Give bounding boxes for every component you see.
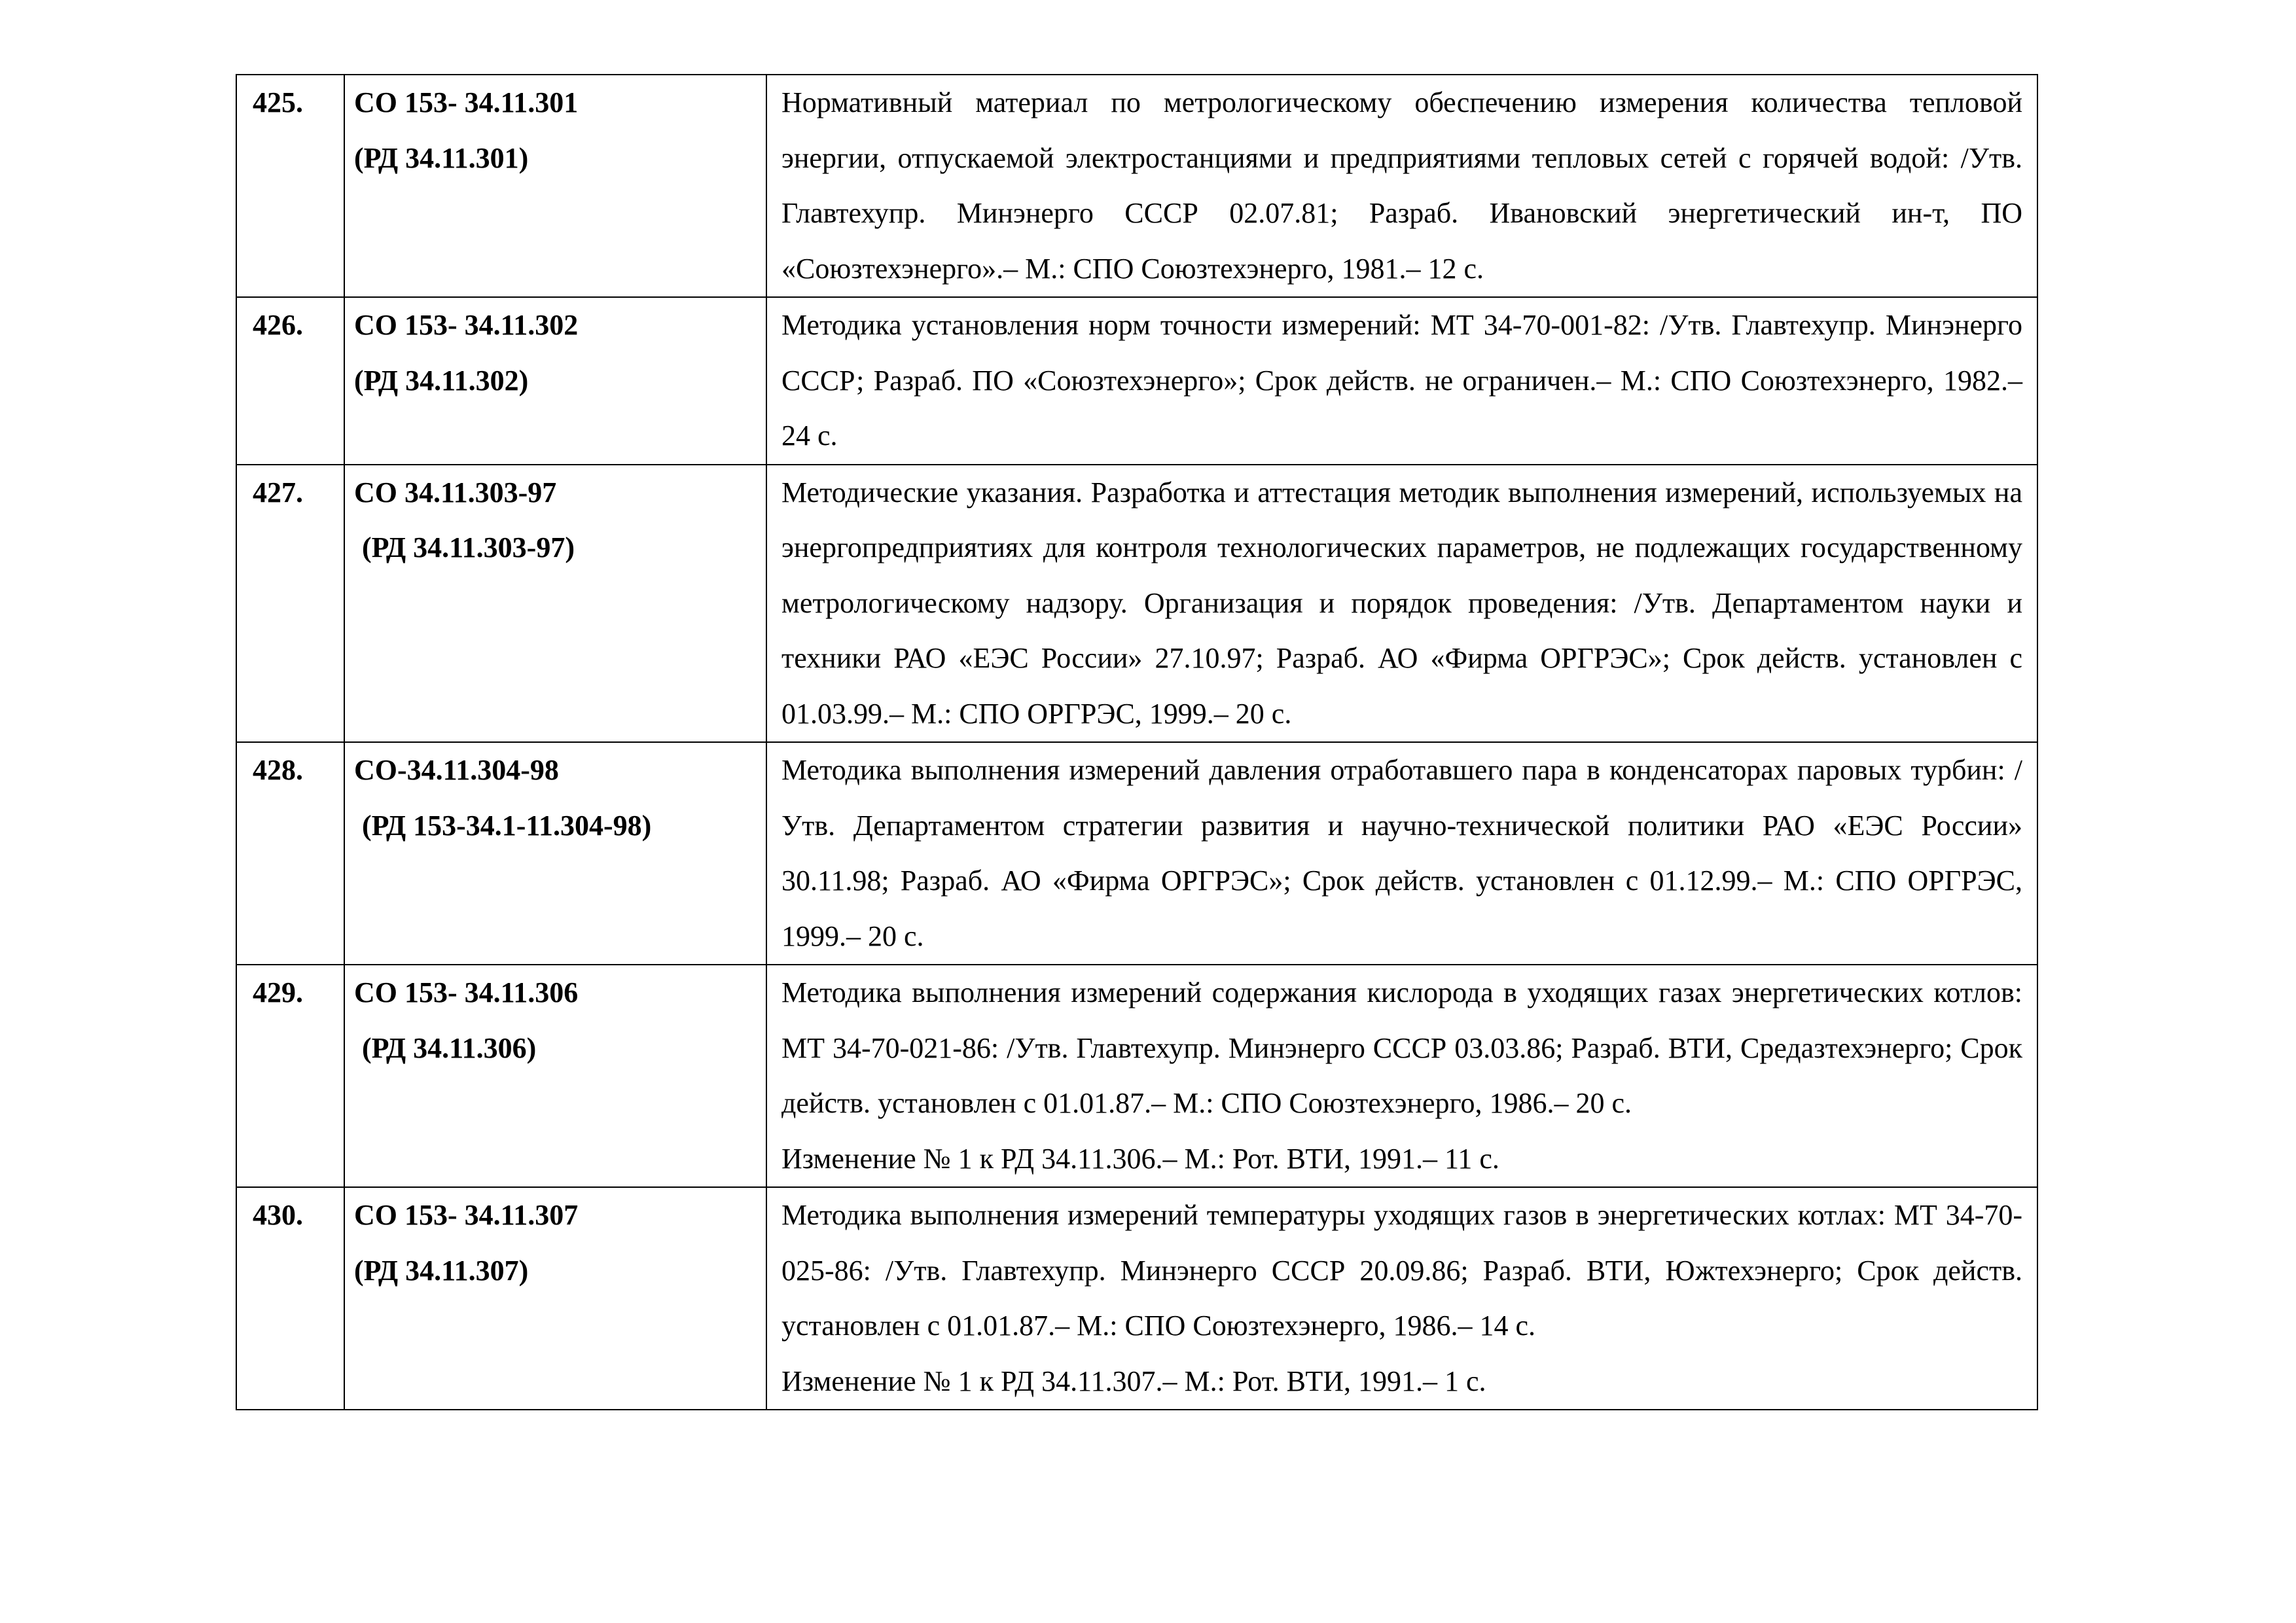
description-text: Методика выполнения измерений давления отработавшего пара в конденсаторах паровых турбин: /Утв. Департаментом стратегии развития и научно-технической политики РАО «ЕЭС России» 30.11.98; Разраб. АО «Фирма ОРГРЭС»; Срок действ. установлен с 01.12.99.– М.: СПО ОРГРЭС, 1999.– 20 с. bbox=[781, 754, 2022, 952]
description-text: Методика установления норм точности измерений: МТ 34-70-001-82: /Утв. Главтехупр. Минэнерго СССР; Разраб. ПО «Союзтехэнерго»; Срок действ. не ограничен.– М.: СПО Союзтехэнерго, 1982.– 24 с. bbox=[781, 309, 2022, 452]
alternate-code: (РД 34.11.302) bbox=[354, 364, 529, 397]
document-code-cell bbox=[344, 75, 766, 297]
description-text: Методика выполнения измерений содержания кислорода в уходящих газах энергетических котлов: МТ 34-70-021-86: /Утв. Главтехупр. Минэнерго СССР 03.03.86; Разраб. ВТИ, Средазтехэнерго; Срок действ. установлен с 01.01.87.– М.: СПО Союзтехэнерго, 1986.– 20 с. bbox=[781, 976, 2022, 1119]
document-code-cell bbox=[344, 1187, 766, 1410]
description-cell bbox=[766, 75, 2037, 297]
document-code-cell bbox=[344, 965, 766, 1187]
alternate-code: (РД 34.11.306) bbox=[362, 1031, 537, 1064]
alternate-code: (РД 34.11.301) bbox=[354, 141, 529, 174]
document-code: СО 153- 34.11.306 bbox=[354, 976, 579, 1008]
row-number: 429. bbox=[236, 965, 344, 1187]
document-code: СО 153- 34.11.302 bbox=[354, 309, 579, 341]
row-number: 428. bbox=[236, 742, 344, 965]
document-code: СО 153- 34.11.307 bbox=[354, 1199, 579, 1231]
alternate-code: (РД 153-34.1-11.304-98) bbox=[362, 809, 652, 842]
document-code-cell bbox=[344, 465, 766, 743]
table-row bbox=[236, 75, 2037, 297]
description-text: Нормативный материал по метрологическому обеспечению измерения количества тепловой энергии, отпускаемой электростанциями и предприятиями тепловых сетей с горячей водой: /Утв. Главтехупр. Минэнерго СССР 02.07.81; Разраб. Ивановский энергетический ин-т, ПО «Союзтехэнерго».– М.: СПО Союзтехэнерго, 1981.– 12 с. bbox=[781, 86, 2022, 285]
description-text: Методические указания. Разработка и аттестация методик выполнения измерений, используемых на энергопредприятиях для контроля технологических параметров, не подлежащих государственному метрологическому надзору. Организация и порядок проведения: /Утв. Департаментом науки и техники РАО «ЕЭС России» 27.10.97; Разраб. АО «Фирма ОРГРЭС»; Срок действ. установлен с 01.03.99.– М.: СПО ОРГРЭС, 1999.– 20 с. bbox=[781, 476, 2022, 730]
table-row bbox=[236, 297, 2037, 465]
row-number: 427. bbox=[236, 465, 344, 743]
description-cell bbox=[766, 742, 2037, 965]
description-cell bbox=[766, 1187, 2037, 1410]
document-code: СО 153- 34.11.301 bbox=[354, 86, 579, 118]
table-row bbox=[236, 742, 2037, 965]
document-code: СО-34.11.304-98 bbox=[354, 754, 559, 786]
document-code: СО 34.11.303-97 bbox=[354, 476, 557, 508]
alternate-code: (РД 34.11.307) bbox=[354, 1254, 529, 1287]
document-code-cell bbox=[344, 297, 766, 465]
table-row bbox=[236, 965, 2037, 1187]
amendment-text: Изменение № 1 к РД 34.11.306.– М.: Рот. ВТИ, 1991.– 11 с. bbox=[781, 1142, 1499, 1175]
table-row bbox=[236, 465, 2037, 743]
amendment-text: Изменение № 1 к РД 34.11.307.– М.: Рот. ВТИ, 1991.– 1 с. bbox=[781, 1364, 1486, 1397]
standards-table bbox=[236, 74, 2038, 1410]
description-cell bbox=[766, 465, 2037, 743]
description-cell bbox=[766, 965, 2037, 1187]
description-cell bbox=[766, 297, 2037, 465]
alternate-code: (РД 34.11.303-97) bbox=[362, 531, 575, 563]
row-number: 426. bbox=[236, 297, 344, 465]
document-code-cell bbox=[344, 742, 766, 965]
row-number: 430. bbox=[236, 1187, 344, 1410]
row-number: 425. bbox=[236, 75, 344, 297]
table-row bbox=[236, 1187, 2037, 1410]
description-text: Методика выполнения измерений температуры уходящих газов в энергетических котлах: МТ 34-70-025-86: /Утв. Главтехупр. Минэнерго СССР 20.09.86; Разраб. ВТИ, Южтехэнерго; Срок действ. установлен с 01.01.87.– М.: СПО Союзтехэнерго, 1986.– 14 с. bbox=[781, 1199, 2022, 1342]
